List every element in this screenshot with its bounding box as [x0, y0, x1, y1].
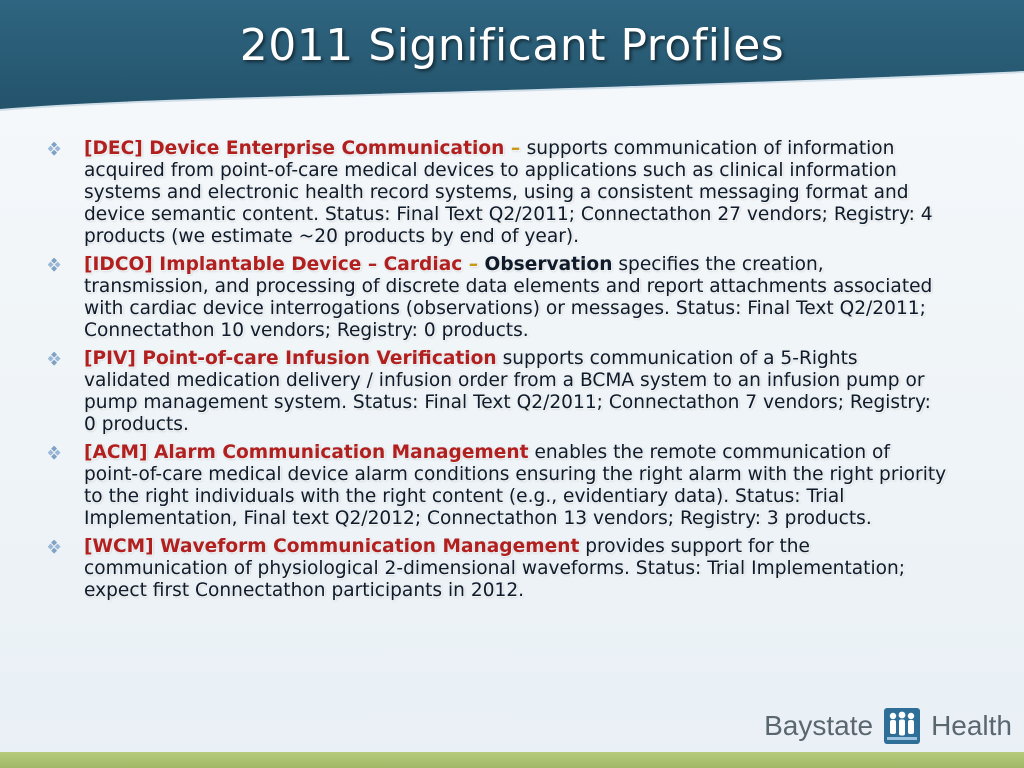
term-dash: –	[462, 254, 485, 275]
profile-term: [IDCO] Implantable Device – Cardiac	[84, 254, 463, 275]
baystate-health-logo	[764, 706, 1012, 746]
diamond-bullet-icon	[48, 352, 62, 366]
profile-term-emphasis: Observation	[484, 254, 613, 275]
diamond-bullet-icon	[48, 258, 62, 272]
list-item	[48, 138, 948, 248]
profile-description: supports communication of information acquired from point-of-care medical devices to applications such as clinical information systems and electronic health record systems, using a consistent messaging format and device semantic content. Status: Final Text Q2/2011; Connectathon 27 vendors; Registry: 4 products (we estimate ~20 products by end of year).	[84, 138, 933, 247]
list-item	[48, 254, 948, 342]
profile-description: specifies the creation, transmission, and processing of discrete data elements and report attachments associated with cardiac device interrogations (observations) or messages. Status: Final Text Q2/2011; Connectathon 10 vendors; Registry: 0 products.	[84, 254, 933, 341]
logo-word-right: Health	[931, 710, 1012, 741]
diamond-bullet-icon	[48, 446, 62, 460]
list-item	[48, 536, 948, 602]
profile-term: [PIV] Point-of-care Infusion Verification	[84, 348, 497, 369]
profile-term: [DEC] Device Enterprise Communication	[84, 138, 505, 159]
diamond-bullet-icon	[48, 540, 62, 554]
profile-description: enables the remote communication of point-of-care medical device alarm conditions ensuring the right alarm with the right priority to the right individuals with the right content (e.g., evidentiary data). Status: Trial Implementation, Final text Q2/2012; Connectathon 13 vendors; Registry: 3 products.	[84, 442, 947, 529]
list-item	[48, 348, 948, 436]
profile-description: supports communication of a 5-Rights validated medication delivery / infusion order from a BCMA system to an infusion pump or pump management system. Status: Final Text Q2/2011; Connectathon 7 vendors; Registry: 0 products.	[84, 348, 931, 435]
baystate-health-logo-icon	[883, 707, 921, 745]
term-dash: –	[504, 138, 527, 159]
profile-description: provides support for the communication of physiological 2-dimensional waveforms. Status: Trial Implementation; expect first Connectathon participants in 2012.	[84, 536, 906, 601]
logo-word-left: Baystate	[764, 710, 874, 741]
diamond-bullet-icon	[48, 142, 62, 156]
list-item	[48, 442, 948, 530]
profile-term: [ACM] Alarm Communication Management	[84, 442, 529, 463]
profile-list	[48, 138, 948, 608]
slide-title: 2011 Significant Profiles	[239, 20, 785, 71]
profile-term: [WCM] Waveform Communication Management	[84, 536, 580, 557]
footer-band	[0, 752, 1024, 768]
